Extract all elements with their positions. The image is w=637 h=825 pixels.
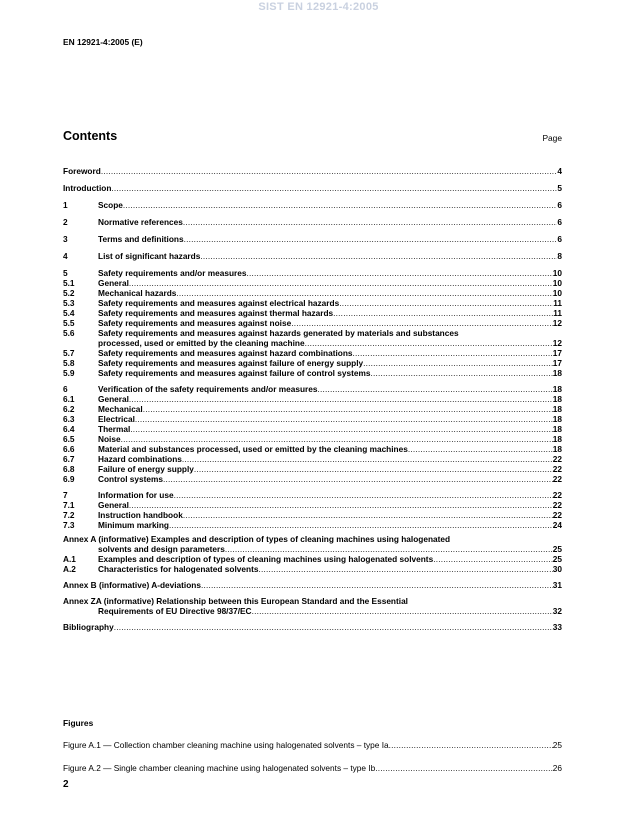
dot-leader [114, 622, 553, 632]
toc-entry-title: Material and substances processed, used or emitted by the cleaning machines [98, 444, 408, 454]
toc-entry-page: 18 [552, 424, 562, 434]
figure-entry-title: Figure A.1 — Collection chamber cleaning machine using halogenated solvents – type Ia [63, 740, 389, 750]
toc-entry[interactable] [63, 534, 562, 554]
toc-entry-number: 5.2 [63, 288, 75, 298]
toc-entry-title: Safety requirements and measures against failure of control systems [98, 368, 371, 378]
toc-entry-number: 5.7 [63, 348, 75, 358]
toc-entry[interactable] [63, 278, 562, 288]
figure-entry[interactable] [63, 763, 562, 773]
toc-entry-title: List of significant hazards [98, 251, 201, 261]
toc-entry-number: 3 [63, 234, 68, 244]
watermark: SIST EN 12921-4:2005 [258, 1, 379, 13]
toc-entry[interactable] [63, 183, 562, 193]
toc-entry-page: 18 [552, 444, 562, 454]
toc-entry-title: Mechanical [98, 404, 143, 414]
toc-entry-number: 5.3 [63, 298, 75, 308]
toc-entry-page: 18 [552, 384, 562, 394]
toc-entry[interactable] [63, 520, 562, 530]
toc-entry[interactable] [63, 358, 562, 368]
toc-entry[interactable] [63, 454, 562, 464]
toc-entry-title-continued: processed, used or emitted by the cleaning machine [98, 338, 305, 348]
toc-entry-number: 6.9 [63, 474, 75, 484]
toc-entry[interactable] [63, 554, 562, 564]
toc-entry[interactable] [63, 166, 562, 176]
dot-leader [174, 490, 553, 500]
toc-entry[interactable] [63, 510, 562, 520]
toc-entry-number: 4 [63, 251, 68, 261]
toc-entry-title: Information for use [98, 490, 174, 500]
toc-entry-title: Scope [98, 200, 123, 210]
toc-entry-title: Hazard combinations [98, 454, 182, 464]
toc-entry-page: 11 [553, 298, 562, 308]
toc-entry-page: 12 [552, 318, 562, 328]
dot-leader [143, 404, 553, 414]
toc-entry-number: 7.2 [63, 510, 75, 520]
toc-entry-title: Terms and definitions [98, 234, 184, 244]
dot-leader [305, 338, 553, 348]
toc-entry-page: 8 [557, 251, 562, 261]
toc-entry-page: 22 [552, 474, 562, 484]
toc-entry-title: Instruction handbook [98, 510, 183, 520]
dot-leader [200, 251, 557, 261]
toc-entry[interactable] [63, 564, 562, 574]
toc-entry-page: 4 [557, 166, 562, 176]
toc-entry-title: Electrical [98, 414, 135, 424]
toc-entry[interactable] [63, 328, 562, 348]
toc-entry-title: Examples and description of types of cleaning machines using halogenated solvents [98, 554, 434, 564]
dot-leader [194, 464, 553, 474]
toc-entry-page: 17 [552, 358, 562, 368]
toc-entry-number: A.1 [63, 554, 76, 564]
toc-entry-title: Normative references [98, 217, 183, 227]
toc-entry[interactable] [63, 490, 562, 500]
toc-entry-title: General [98, 278, 129, 288]
figure-entry-title: Figure A.2 — Single chamber cleaning machine using halogenated solvents – type Ib [63, 763, 376, 773]
toc-entry-number: 7 [63, 490, 68, 500]
toc-entry-page: 17 [552, 348, 562, 358]
dot-leader [389, 740, 553, 750]
toc-entry-title: Foreword [63, 166, 101, 176]
dot-leader [201, 580, 553, 590]
toc-entry-page: 33 [552, 622, 562, 632]
toc-entry[interactable] [63, 200, 562, 210]
toc-entry-title: General [98, 500, 129, 510]
dot-leader [317, 384, 552, 394]
figure-entry-page: 25 [552, 740, 562, 750]
toc-entry-title: Verification of the safety requirements and/or measures [98, 384, 318, 394]
dot-leader [163, 474, 553, 484]
dot-leader [183, 217, 558, 227]
toc-entry-title: Safety requirements and/or measures [98, 268, 247, 278]
dot-leader [101, 166, 558, 176]
toc-entry-title: Noise [98, 434, 121, 444]
dot-leader [375, 763, 553, 773]
toc-entry[interactable] [63, 622, 562, 632]
dot-leader [408, 444, 553, 454]
toc-entry[interactable] [63, 384, 562, 394]
figure-entry-page: 26 [552, 763, 562, 773]
toc-entry[interactable] [63, 414, 562, 424]
contents-title: Contents [63, 129, 118, 143]
dot-leader [129, 278, 553, 288]
toc-entry-page: 31 [552, 580, 562, 590]
toc-entry-title: Mechanical hazards [98, 288, 177, 298]
toc-entry-title: Safety requirements and measures against electrical hazards [98, 298, 340, 308]
toc-entry[interactable] [63, 580, 562, 590]
toc-entry-title: Safety requirements and measures against thermal hazards [98, 308, 334, 318]
toc-entry[interactable] [63, 500, 562, 510]
toc-entry-page: 22 [552, 464, 562, 474]
toc-entry-page: 12 [552, 338, 562, 348]
toc-entry-number: 5.6 [63, 328, 75, 338]
toc-entry[interactable] [63, 308, 562, 318]
toc-entry-page: 11 [553, 308, 562, 318]
toc-entry-title: Control systems [98, 474, 164, 484]
toc-entry-page: 18 [552, 434, 562, 444]
toc-entry-page: 22 [552, 490, 562, 500]
toc-entry-number: 5 [63, 268, 68, 278]
toc-entry[interactable] [63, 464, 562, 474]
toc-entry-page: 6 [557, 217, 562, 227]
toc-entry-title-continued: solvents and design parameters [98, 544, 225, 554]
dot-leader [183, 510, 553, 520]
toc-entry[interactable] [63, 444, 562, 454]
toc-entry[interactable] [63, 424, 562, 434]
toc-entry-page: 24 [552, 520, 562, 530]
toc-entry-title: Minimum marking [98, 520, 169, 530]
toc-entry-title: Thermal [98, 424, 131, 434]
toc-entry-title: Annex A (informative) Examples and description of types of cleaning machines using halogenated [63, 534, 451, 544]
toc-entry-number: 2 [63, 217, 68, 227]
toc-entry-number: 7.1 [63, 500, 75, 510]
dot-leader [129, 500, 553, 510]
toc-entry-page: 10 [552, 288, 562, 298]
dot-leader [130, 424, 552, 434]
toc-entry-number: 6.8 [63, 464, 75, 474]
toc-entry-page: 30 [552, 564, 562, 574]
toc-entry[interactable] [63, 434, 562, 444]
toc-entry-number: 5.5 [63, 318, 75, 328]
toc-entry[interactable] [63, 288, 562, 298]
toc-entry[interactable] [63, 268, 562, 278]
toc-entry[interactable] [63, 394, 562, 404]
toc-entry[interactable] [63, 368, 562, 378]
toc-entry-number: 5.9 [63, 368, 75, 378]
toc-entry-page: 5 [557, 183, 562, 193]
toc-entry-page: 18 [552, 394, 562, 404]
toc-entry-page: 25 [552, 554, 562, 564]
dot-leader [353, 348, 553, 358]
toc-entry-number: 6.2 [63, 404, 75, 414]
toc-entry-page: 22 [552, 510, 562, 520]
toc-entry[interactable] [63, 348, 562, 358]
toc-entry-number: 5.4 [63, 308, 75, 318]
toc-entry-title: Characteristics for halogenated solvents [98, 564, 259, 574]
figures-list [63, 740, 562, 786]
dot-leader [121, 434, 553, 444]
toc-entry-number: 5.8 [63, 358, 75, 368]
dot-leader [184, 234, 558, 244]
dot-leader [333, 308, 553, 318]
toc-entry[interactable] [63, 217, 562, 227]
document-header: EN 12921-4:2005 (E) [63, 37, 143, 47]
toc-entry-title: Annex B (informative) A-deviations [63, 580, 201, 590]
dot-leader [433, 554, 553, 564]
dot-leader [363, 358, 553, 368]
dot-leader [371, 368, 553, 378]
toc-entry-number: 6 [63, 384, 68, 394]
toc-entry-page: 22 [552, 454, 562, 464]
toc-entry-title-continued: Requirements of EU Directive 98/37/EC [98, 606, 252, 616]
toc-entry-title: Introduction [63, 183, 112, 193]
toc-entry-number: 1 [63, 200, 68, 210]
toc-entry-title: Failure of energy supply [98, 464, 194, 474]
dot-leader [225, 544, 553, 554]
toc-entry-title: Safety requirements and measures against failure of energy supply [98, 358, 364, 368]
dot-leader [182, 454, 553, 464]
table-of-contents [63, 166, 562, 632]
figure-entry[interactable] [63, 740, 562, 750]
toc-entry-title: General [98, 394, 129, 404]
toc-entry-page: 10 [552, 268, 562, 278]
page-column-label: Page [542, 133, 562, 143]
toc-entry-number: 6.7 [63, 454, 75, 464]
dot-leader [135, 414, 553, 424]
toc-entry-title: Bibliography [63, 622, 114, 632]
toc-entry[interactable] [63, 596, 562, 616]
toc-entry-page: 10 [552, 278, 562, 288]
toc-entry-number: 7.3 [63, 520, 75, 530]
dot-leader [111, 183, 557, 193]
toc-entry-page: 22 [552, 500, 562, 510]
toc-entry-page: 25 [552, 544, 562, 554]
toc-entry-number: 6.5 [63, 434, 75, 444]
toc-entry-number: 5.1 [63, 278, 75, 288]
dot-leader [129, 394, 553, 404]
dot-leader [258, 564, 552, 574]
toc-entry-page: 6 [557, 234, 562, 244]
toc-entry[interactable] [63, 474, 562, 484]
figures-title: Figures [63, 718, 94, 728]
toc-entry-page: 18 [552, 368, 562, 378]
dot-leader [339, 298, 553, 308]
dot-leader [252, 606, 553, 616]
toc-entry[interactable] [63, 318, 562, 328]
toc-entry-number: A.2 [63, 564, 76, 574]
toc-entry-number: 6.3 [63, 414, 75, 424]
dot-leader [169, 520, 553, 530]
page-number: 2 [63, 779, 69, 790]
toc-entry[interactable] [63, 234, 562, 244]
toc-entry-page: 6 [557, 200, 562, 210]
toc-entry-page: 18 [552, 404, 562, 414]
dot-leader [291, 318, 553, 328]
toc-entry-number: 6.4 [63, 424, 75, 434]
toc-entry-title: Safety requirements and measures against hazards generated by materials and substances [98, 328, 459, 338]
toc-entry[interactable] [63, 251, 562, 261]
toc-entry-number: 6.6 [63, 444, 75, 454]
toc-entry-title: Annex ZA (informative) Relationship between this European Standard and the Essential [63, 596, 408, 606]
toc-entry[interactable] [63, 404, 562, 414]
dot-leader [123, 200, 557, 210]
toc-entry-title: Safety requirements and measures against noise [98, 318, 292, 328]
toc-entry[interactable] [63, 298, 562, 308]
toc-entry-title: Safety requirements and measures against hazard combinations [98, 348, 353, 358]
toc-entry-number: 6.1 [63, 394, 75, 404]
toc-entry-page: 18 [552, 414, 562, 424]
dot-leader [246, 268, 552, 278]
toc-entry-page: 32 [552, 606, 562, 616]
dot-leader [176, 288, 552, 298]
